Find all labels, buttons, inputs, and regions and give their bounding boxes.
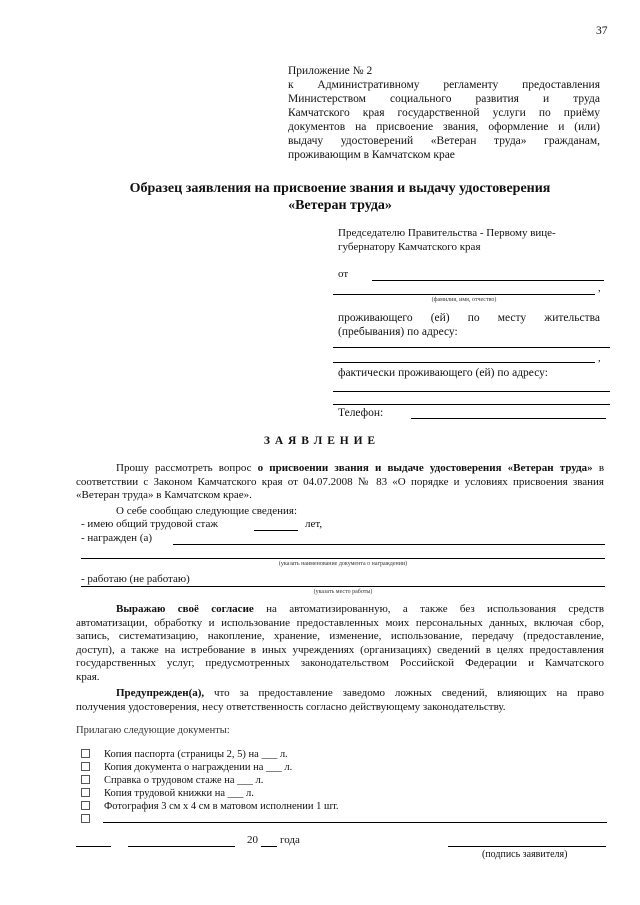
- attachment-label: Копия паспорта (страницы 2, 5) на ___ л.: [104, 749, 288, 760]
- actual-address-label: фактически проживающего (ей) по адресу:: [338, 367, 548, 379]
- request-line-3: «Ветеран труда» в Камчатском крае».: [76, 489, 252, 501]
- request-paragraph: [76, 462, 604, 503]
- warning-rest: что за предоставление заведомо ложных сведений, влияющих на право: [213, 687, 605, 699]
- award-label: - награжден (а): [81, 532, 153, 544]
- award-field-2[interactable]: [81, 558, 605, 559]
- attachment-label: Копия документа о награждении на ___ л.: [104, 762, 293, 773]
- addressee-line-2: губернатору Камчатского края: [338, 241, 481, 253]
- consent-paragraph: [76, 603, 604, 684]
- from-field-2[interactable]: [333, 294, 595, 295]
- actual-address-field-2[interactable]: [333, 404, 610, 405]
- actual-address-field[interactable]: [333, 391, 610, 392]
- phone-field[interactable]: [411, 418, 606, 419]
- comma: ,: [598, 352, 601, 364]
- date-month-field[interactable]: [128, 846, 235, 847]
- consent-line: государственных услуг, предусмотренных законодательством Российской Федерации и Камчатского: [76, 657, 604, 669]
- request-prefix: Прошу рассмотреть вопрос: [116, 462, 252, 474]
- stazh-unit: лет,: [305, 518, 323, 530]
- appendix-line: Министерством социального развития и труда: [288, 93, 600, 105]
- request-bold: о присвоении звания и выдаче удостоверения «Ветеран труда»: [257, 462, 593, 474]
- addressee-line-1: Председателю Правительства - Первому вице-: [338, 227, 556, 239]
- residence-line-1: проживающего (ей) по месту жительства: [338, 312, 600, 324]
- residence-line-2: (пребывания) по адресу:: [338, 326, 458, 338]
- stazh-label: - имею общий трудовой стаж: [81, 518, 218, 530]
- attachment-row: [81, 800, 339, 813]
- residence-field-2[interactable]: [333, 362, 595, 363]
- residence-field[interactable]: [333, 347, 610, 348]
- from-field[interactable]: [372, 280, 604, 281]
- consent-line: запись, систематизацию, накопление, хранение, изменение, использование, передачу (предоставление,: [76, 630, 604, 642]
- title-line-2: «Ветеран труда»: [288, 198, 392, 213]
- award-hint: (указать наименование документа о награждении): [278, 561, 408, 567]
- fio-hint: (фамилия, имя, отчество): [431, 297, 497, 303]
- attachment-row-other: [81, 813, 104, 826]
- attachment-checkbox[interactable]: [81, 749, 90, 758]
- stazh-field[interactable]: [254, 530, 298, 531]
- phone-label: Телефон:: [338, 407, 384, 419]
- date-year-field[interactable]: [261, 846, 277, 847]
- request-line-1: [76, 462, 604, 476]
- appendix-line: проживающим в Камчатском крае: [288, 149, 455, 161]
- warning-line-1: [76, 687, 604, 701]
- consent-last: края.: [76, 670, 100, 683]
- attach-intro: Прилагаю следующие документы:: [76, 725, 230, 736]
- attachment-checkbox[interactable]: [81, 801, 90, 810]
- request-line-2: соответствии с Законом Камчатского края от 04.07.2008 № 83 «О порядке и условиях присвоения звания: [76, 475, 604, 488]
- attachment-label: Справка о трудовом стаже на ___ л.: [104, 775, 264, 786]
- about-intro: О себе сообщаю следующие сведения:: [116, 505, 298, 517]
- attachment-checkbox[interactable]: [81, 814, 90, 823]
- year-prefix: 20: [247, 834, 258, 846]
- from-label: от: [338, 268, 349, 280]
- attachment-row: [81, 774, 263, 787]
- consent-rest: на автоматизированную, а также без использования средств: [266, 603, 605, 615]
- attachment-label: Фотография 3 см х 4 см в матовом исполнении 1 шт.: [104, 801, 339, 812]
- request-suffix: в: [598, 462, 605, 474]
- attachment-row: [81, 748, 288, 761]
- work-field[interactable]: [81, 586, 605, 587]
- attachment-row: [81, 787, 254, 800]
- consent-line: автоматизации, обработку и использование предоставленных моих персональных данных, включая сбор,: [76, 616, 604, 629]
- consent-bold: Выражаю своё согласие: [116, 603, 254, 615]
- attachment-checkbox[interactable]: [81, 788, 90, 797]
- attachment-row: [81, 761, 292, 774]
- attachment-other-field[interactable]: [103, 822, 607, 823]
- work-hint: (указать место работы): [313, 589, 373, 595]
- year-label: года: [280, 834, 300, 846]
- document-title: [60, 180, 620, 214]
- warning-line-2: получения удостоверения, несу ответственность согласно действующему законодательству.: [76, 700, 506, 713]
- award-field[interactable]: [173, 544, 605, 545]
- appendix-line: Камчатского края государственной услуги по приёму: [288, 107, 600, 119]
- appendix-line: документов на присвоение звания, оформление и (или): [288, 121, 600, 133]
- work-label: - работаю (не работаю): [81, 573, 190, 585]
- attachment-label: Копия трудовой книжки на ___ л.: [104, 788, 254, 799]
- warning-bold: Предупрежден(а),: [116, 687, 205, 699]
- page-number: 37: [596, 25, 608, 37]
- title-line-1: Образец заявления на присвоение звания и выдачу удостоверения: [129, 181, 551, 196]
- appendix-block: [288, 64, 600, 162]
- signature-hint: (подпись заявителя): [482, 849, 568, 860]
- attachment-checkbox[interactable]: [81, 762, 90, 771]
- signature-field[interactable]: [448, 846, 606, 847]
- statement-heading: З А Я В Л Е Н И Е: [263, 435, 377, 447]
- appendix-number: Приложение № 2: [288, 65, 373, 77]
- appendix-line: выдачу удостоверений «Ветеран труда» гражданам,: [288, 135, 600, 147]
- attachment-checkbox[interactable]: [81, 775, 90, 784]
- date-day-field[interactable]: [76, 846, 111, 847]
- warning-paragraph: [76, 687, 604, 714]
- consent-line: доступ), а также на истребование в иных учреждениях (организациях) сведений в целях предоставления: [76, 643, 604, 656]
- consent-line-1: [76, 603, 604, 617]
- comma: ,: [598, 282, 601, 294]
- appendix-line: к Административному регламенту предоставления: [288, 79, 600, 91]
